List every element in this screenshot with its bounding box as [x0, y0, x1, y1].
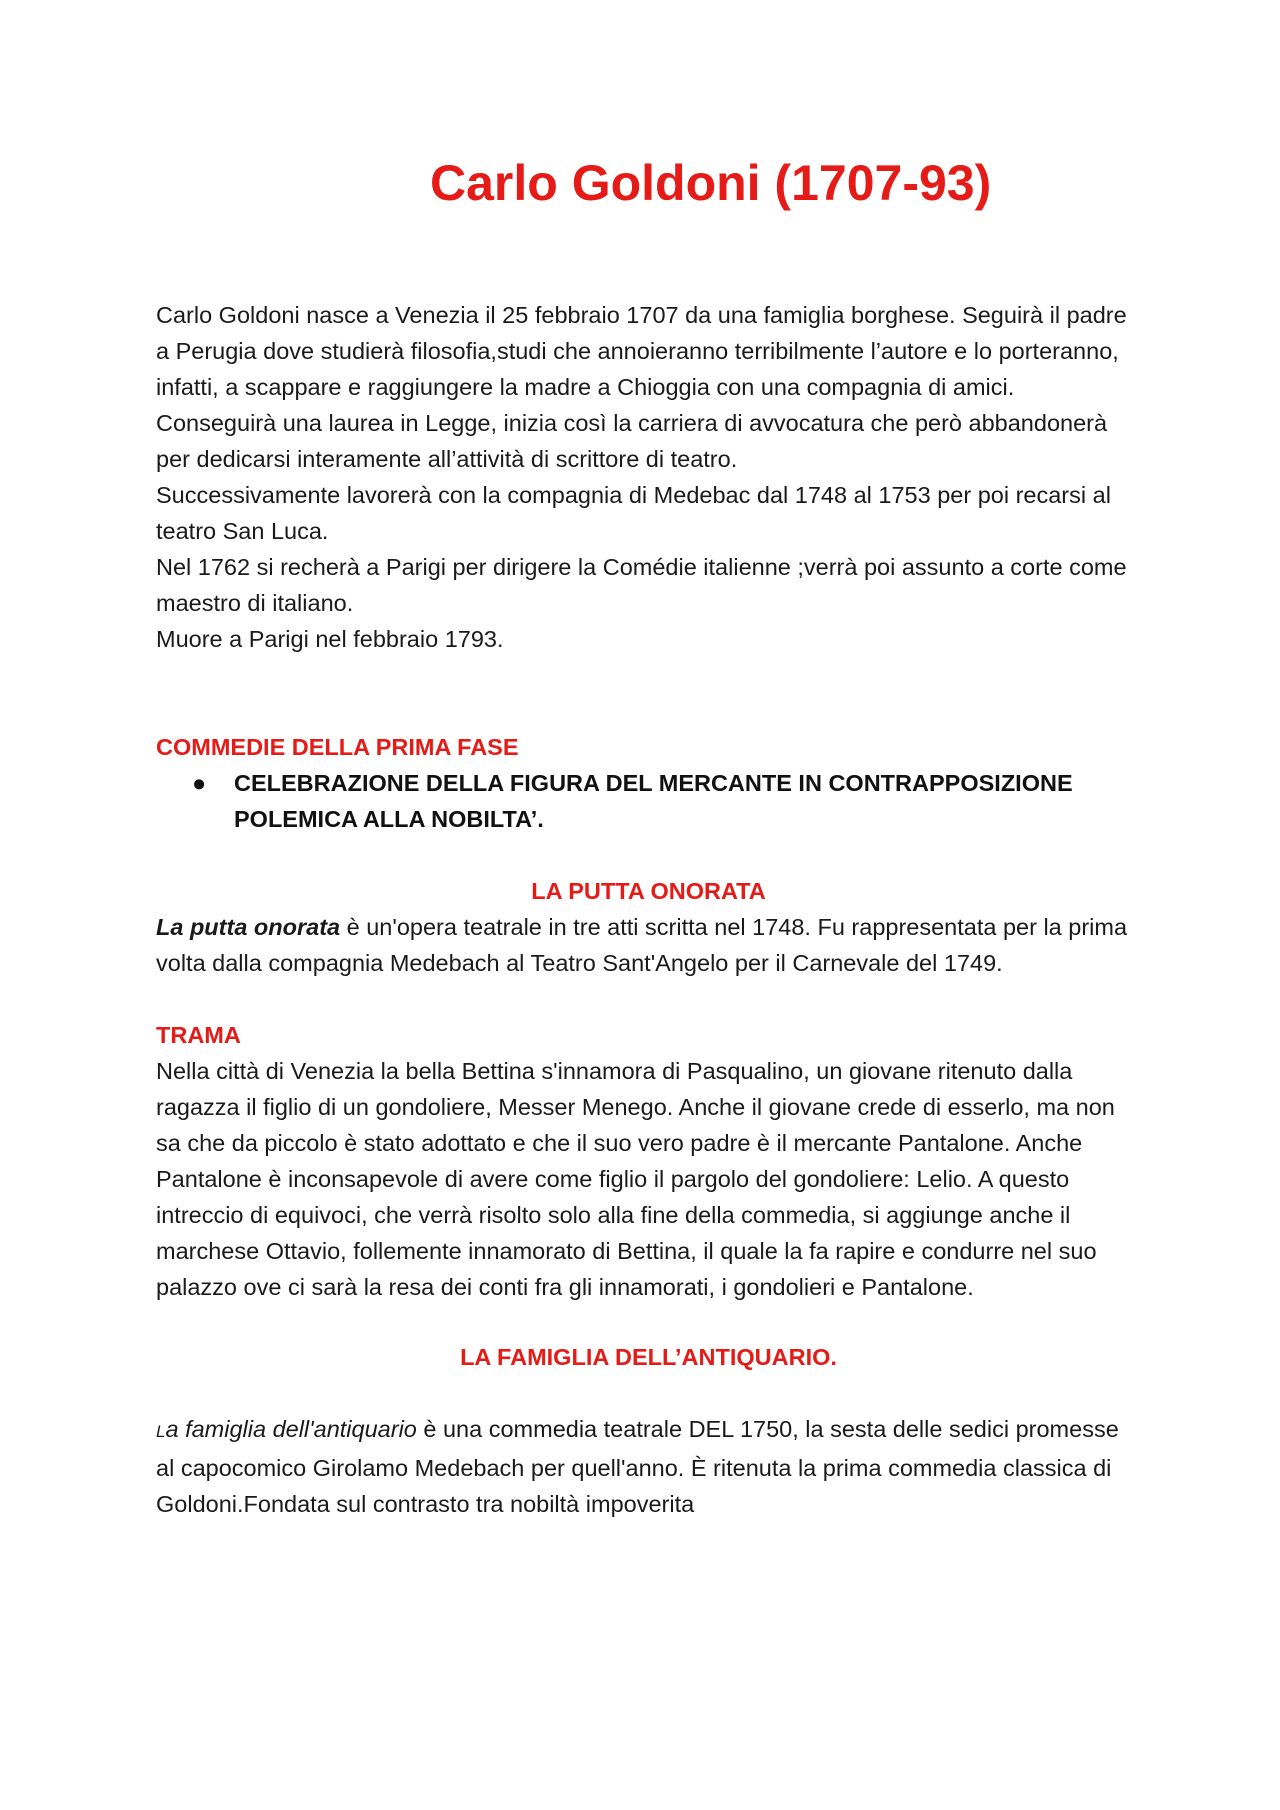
famiglia-title-italic: a famiglia dell'antiquario: [165, 1416, 417, 1442]
spacer: [156, 981, 1141, 1017]
section-heading-famiglia-antiquario: LA FAMIGLIA DELL’ANTIQUARIO.: [460, 1344, 837, 1370]
bullet-item: [192, 765, 1141, 837]
bio-paragraph-2: Conseguirà una laurea in Legge, inizia così la carriera di avvocatura che però abbandonerà per dedicarsi interamente all’attività di scrittore di teatro.: [156, 410, 1108, 472]
section-heading-trama: TRAMA: [156, 1022, 241, 1048]
bio-paragraph-3: Successivamente lavorerà con la compagnia di Medebac dal 1748 al 1753 per poi recarsi al teatro San Luca.: [156, 482, 1111, 544]
bullet-text: CELEBRAZIONE DELLA FIGURA DEL MERCANTE IN CONTRAPPOSIZIONE POLEMICA ALLA NOBILTA’.: [234, 770, 1073, 832]
bullet-dot-icon: ●: [192, 770, 207, 796]
putta-title-italic: La putta onorata: [156, 914, 341, 940]
section-heading-putta-onorata: LA PUTTA ONORATA: [531, 878, 766, 904]
bio-paragraph-1: Carlo Goldoni nasce a Venezia il 25 febbraio 1707 da una famiglia borghese. Seguirà il padre a Perugia dove studierà filosofia,studi che annoieranno terribilmente l’autore e lo porteranno, infatti, a scappare e raggiungere la madre a Chioggia con una compagnia di amici.: [156, 302, 1127, 400]
document-title: Carlo Goldoni (1707-93): [430, 155, 992, 211]
document-body: [156, 297, 1141, 1522]
bio-paragraph-5: Muore a Parigi nel febbraio 1793.: [156, 626, 504, 652]
bullet-list: [156, 765, 1141, 837]
putta-text: è un'opera teatrale in tre atti scritta nel 1748. Fu rappresentata per la prima volta dalla compagnia Medebach al Teatro Sant'Angelo per il Carnevale del 1749.: [156, 914, 1128, 976]
trama-paragraph: Nella città di Venezia la bella Bettina s'innamora di Pasqualino, un giovane ritenuto dalla ragazza il figlio di un gondoliere, Messer Menego. Anche il giovane crede di esserlo, ma non sa che da piccolo è stato adottato e che il suo vero padre è il mercante Pantalone. Anche Pantalone è inconsapevole di avere come figlio il pargolo del gondoliere: Lelio. A questo intreccio di equivoci, che verrà risolto solo alla fine della commedia, si aggiunge anche il marchese Ottavio, follemente innamorato di Bettina, il quale la fa rapire e condurre nel suo palazzo ove ci sarà la resa dei conti fra gli innamorati, i gondolieri e Pantalone.: [156, 1058, 1115, 1300]
spacer: [156, 1375, 1141, 1411]
famiglia-text: è una commedia teatrale DEL 1750, la sesta delle sedici promesse al capocomico Girolamo Medebach per quell'anno. È ritenuta la prima commedia classica di Goldoni.Fondata sul contrasto tra nobiltà impoverita: [156, 1416, 1119, 1517]
spacer: [156, 657, 1141, 729]
famiglia-first-letter: L: [156, 1422, 166, 1441]
bio-paragraph-4: Nel 1762 si recherà a Parigi per dirigere la Comédie italienne ;verrà poi assunto a corte come maestro di italiano.: [156, 554, 1127, 616]
spacer: [156, 837, 1141, 873]
putta-paragraph: [156, 909, 1141, 981]
section-heading-prima-fase: COMMEDIE DELLA PRIMA FASE: [156, 734, 519, 760]
famiglia-paragraph: [156, 1411, 1141, 1522]
spacer: [156, 1305, 1141, 1339]
